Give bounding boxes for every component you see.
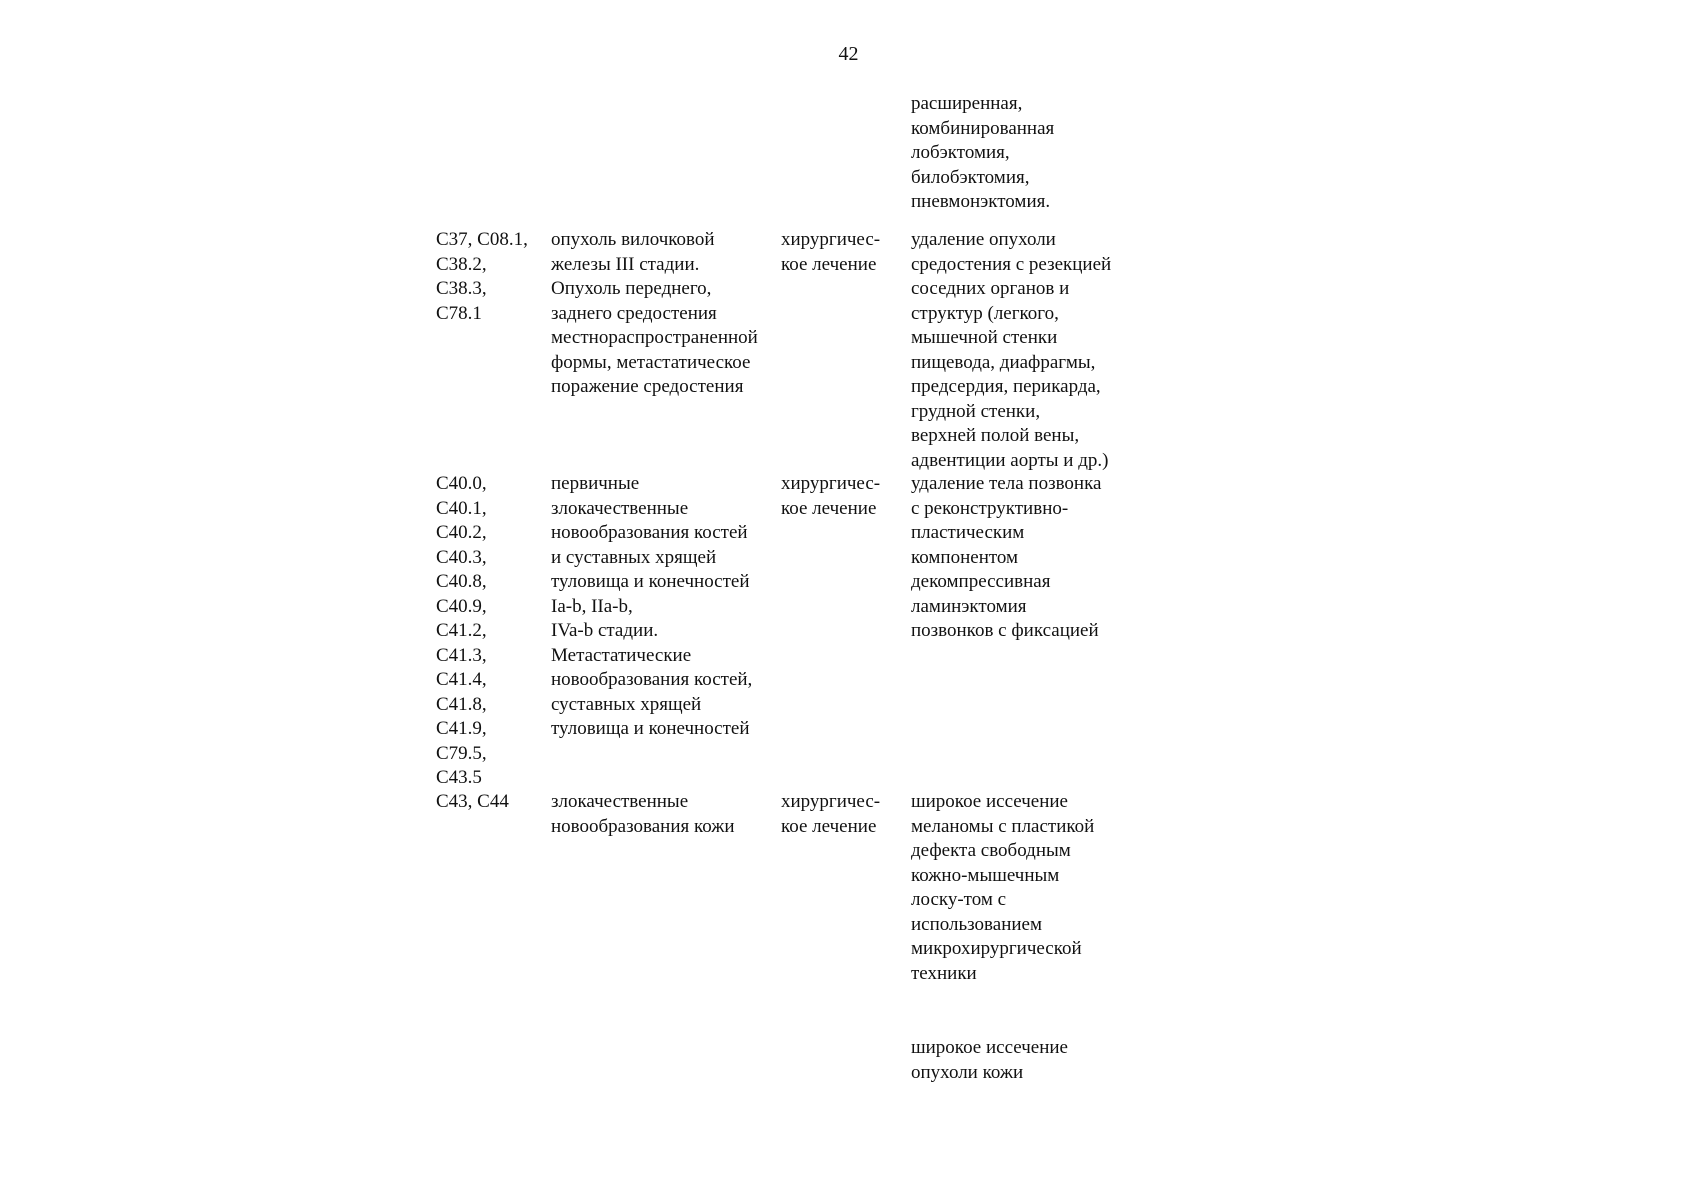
row-1-diagnosis: опухоль вилочковой железы III стадии. Опухоль переднего, заднего средостения местнораспространенной формы, метастатическое поражение средостения bbox=[551, 229, 758, 397]
row-1-codes: C37, C08.1, C38.2, C38.3, C78.1 bbox=[436, 229, 528, 324]
row-3-method: широкое иссечение меланомы с пластикой дефекта свободным кожно-мышечным лоску-том с использованием микрохирургической техники bbox=[911, 791, 1095, 984]
row-3-diagnosis: злокачественные новообразования кожи bbox=[551, 791, 735, 837]
row-3-method-extra: широкое иссечение опухоли кожи bbox=[911, 1037, 1068, 1083]
row-1-method: удаление опухоли средостения с резекцией соседних органов и структур (легкого, мышечной стенки пищевода, диафрагмы, предсердия, перикарда, грудной стенки, верхней полой вены, адвентиции аорты и др.) bbox=[911, 229, 1112, 471]
row-2-method: удаление тела позвонка с реконструктивно- пластическим компонентом декомпрессивная ламинэктомия позвонков с фиксацией bbox=[911, 473, 1102, 641]
row-3-codes: C43, C44 bbox=[436, 791, 509, 812]
row-2-treatment-type: хирургичес- кое лечение bbox=[781, 473, 881, 519]
continued-method-text: расширенная, комбинированная лобэктомия, билобэктомия, пневмонэктомия. bbox=[911, 93, 1055, 212]
row-3-treatment-type: хирургичес- кое лечение bbox=[781, 791, 881, 837]
row-2-codes: C40.0, C40.1, C40.2, C40.3, C40.8, C40.9, C41.2, C41.3, C41.4, C41.8, C41.9, C79.5, C43.5 bbox=[436, 473, 487, 788]
page-number: 42 bbox=[838, 43, 859, 65]
row-2-diagnosis: первичные злокачественные новообразования костей и суставных хрящей туловища и конечностей Ia-b, IIa-b, IVa-b стадии. Метастатические новообразования костей, суставных хрящей туловища и конечностей bbox=[551, 473, 753, 739]
row-1-treatment-type: хирургичес- кое лечение bbox=[781, 229, 881, 275]
